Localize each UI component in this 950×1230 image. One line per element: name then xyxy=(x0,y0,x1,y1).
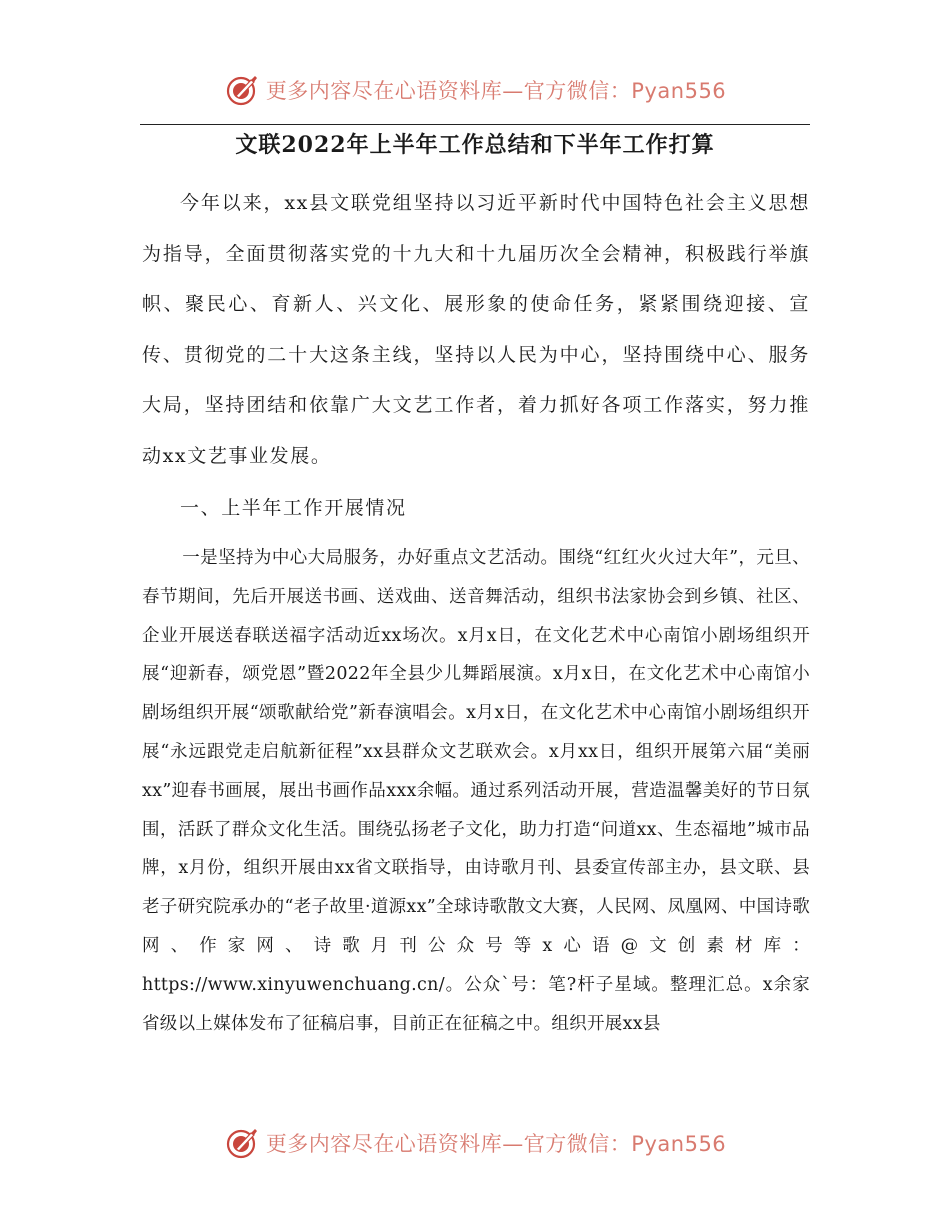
header-rule xyxy=(140,124,810,125)
document-title: 文联2022年上半年工作总结和下半年工作打算 xyxy=(235,132,715,158)
footer-watermark-banner xyxy=(0,1118,950,1168)
banner-text: 更多内容尽在心语资料库—官方微信：Pyan556 xyxy=(265,79,727,103)
header-watermark-banner xyxy=(0,65,950,115)
pen-logo-icon xyxy=(224,72,260,108)
intro-paragraph: 今年以来，xx县文联党组坚持以习近平新时代中国特色社会主义思想为指导，全面贯彻落实党的十九大和十九届历次全会精神，积极践行举旗帜、聚民心、育新人、兴文化、展形象的使命任务，紧紧围绕迎接、宣传、贯彻党的二十大这条主线，坚持以人民为中心，坚持围绕中心、服务大局，坚持团结和依靠广大文艺工作者，着力抓好各项工作落实，努力推动xx文艺事业发展。 xyxy=(142,192,810,467)
section-heading: 一、上半年工作开展情况 xyxy=(180,497,407,519)
banner-text: 更多内容尽在心语资料库—官方微信：Pyan556 xyxy=(265,1132,727,1156)
body-paragraph: 一是坚持为中心大局服务，办好重点文艺活动。围绕“红红火火过大年”，元旦、春节期间，先后开展送书画、送戏曲、送音舞活动，组织书法家协会到乡镇、社区、企业开展送春联送福字活动近xx场次。x月x日，在文化艺术中心南馆小剧场组织开展“迎新春，颂党恩”暨2022年全县少儿舞蹈展演。x月x日，在文化艺术中心南馆小剧场组织开展“颂歌献给党”新春演唱会。x月x日，在文化艺术中心南馆小剧场组织开展“永远跟党走启航新征程”xx县群众文艺联欢会。x月xx日，组织开展第六届“美丽xx”迎春书画展，展出书画作品xxx余幅。通过系列活动开展，营造温馨美好的节日氛围，活跃了群众文化生活。围绕弘扬老子文化，助力打造“问道xx、生态福地”城市品牌，x月份，组织开展由xx省文联指导，由诗歌月刊、县委宣传部主办，县文联、县老子研究院承办的“老子故里·道源xx”全球诗歌散文大赛，人民网、凤凰网、中国诗歌网、作家网、诗歌月刊公众号等x心语@文创素材库：https://www.xinyuwenchuang.cn/。公众`号：笔?杆子星域。整理汇总。x余家省级以上媒体发布了征稿启事，目前正在征稿之中。组织开展xx县 xyxy=(142,548,810,1034)
pen-logo-icon xyxy=(224,1125,260,1161)
document-body xyxy=(142,178,810,1043)
